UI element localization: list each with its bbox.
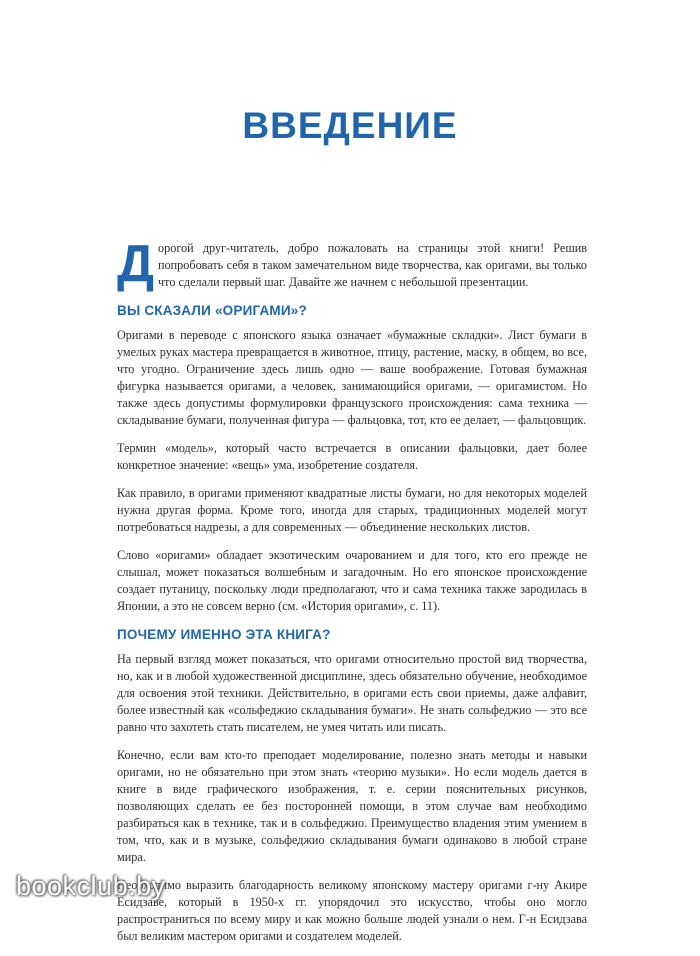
body-paragraph: Необходимо выразить благодарность великому японскому мастеру оригами г-ну Акире Есидзаве, который в 1950-х гг. упорядочил это искусство, чтобы оно могло распространиться по всему миру и как можно больше людей узнали о нем. Г-н Есидзава был великим мастером оригами и создателем моделей. [117,878,587,943]
page-content [117,235,587,956]
section-heading: ВЫ СКАЗАЛИ «ОРИГАМИ»? [117,303,307,318]
drop-cap: Д [117,235,155,293]
body-paragraph: Термин «модель», который часто встречается в описании фальцовки, дает более конкретное значение: «вещь» ума, изобретение создателя. [117,441,587,472]
watermark: bookclub.by [16,871,166,901]
body-paragraph: Конечно, если вам кто-то преподает моделирование, полезно знать методы и навыки оригами, но не обязательно при этом знать «теорию музыки». Но если модель дается в книге в виде графического изображения, т. е. серии пояснительных рисунков, позволяющих сделать ее без посторонней помощи, в этом случае вам необходимо разбираться как в технике, так и в сольфеджио. Преимущество владения этим умением в том, что, как и в музыке, сольфеджио складывания бумаги одинаково в любой стране мира. [117,748,587,864]
section-heading: ПОЧЕМУ ИМЕННО ЭТА КНИГА? [117,627,331,642]
intro-text: орогой друг-читатель, добро пожаловать на страницы этой книги! Решив попробовать себя в таком замечательном виде творчества, как оригами, вы только что сделали первый шаг. Давайте же начнем с небольшой презентации. [158,241,587,289]
section-why-this-book [117,627,587,945]
section-origami [117,303,587,615]
page-title: ВВЕДЕНИЕ [242,105,458,146]
body-paragraph: На первый взгляд может показаться, что оригами относительно простой вид творчества, но, как и в любой художественной дисциплине, здесь обязательно обучение, необходимое для освоения этой техники. Действительно, в оригами есть свои приемы, даже алфавит, более известный как «сольфеджио складывания бумаги». Не знать сольфеджио — это все равно что захотеть стать писателем, не умея читать или писать. [117,652,587,734]
body-paragraph: Слово «оригами» обладает экзотическим очарованием и для того, кто его прежде не слышал, может показаться волшебным и загадочным. Но его японское происхождение создает путаницу, поскольку люди предполагают, что и сама техника также зародилась в Японии, а это не совсем верно (см. «История оригами», с. 11). [117,548,587,613]
body-paragraph: Как правило, в оригами применяют квадратные листы бумаги, но для некоторых моделей нужна другая форма. Кроме того, иногда для старых, традиционных моделей могут потребоваться надрезы, а для современных — объединение нескольких листов. [117,486,587,534]
intro-paragraph [117,235,587,293]
body-paragraph: Оригами в переводе с японского языка означает «бумажные складки». Лист бумаги в умелых руках мастера превращается в животное, птицу, растение, маску, в общем, во все, что угодно. Ограничение здесь лишь одно — ваше воображение. Готовая бумажная фигурка называется оригами, а человек, занимающийся оригами, — оригамистом. Но также здесь допустимы формулировки французского происхождения: сама техника — складывание бумаги, полученная фигура — фальцовка, тот, кто ее делает, — фальцовщик. [117,328,587,427]
